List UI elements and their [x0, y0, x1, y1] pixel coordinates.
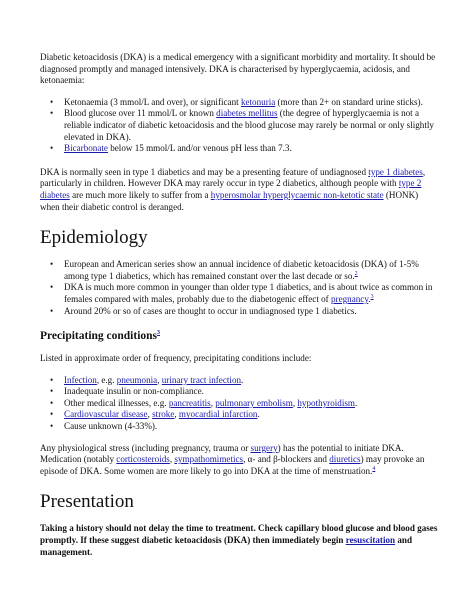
- reference-link[interactable]: 2: [354, 270, 358, 277]
- para-text: ) has the potential to initiate DKA. Medication (notably: [40, 442, 404, 465]
- para-text: DKA is normally seen in type 1 diabetics and may be a presenting feature of undiagnosed: [40, 166, 369, 177]
- list-item: [64, 386, 440, 398]
- type-1-diabetes-link[interactable]: type 1 diabetes: [368, 166, 423, 177]
- pregnancy-link[interactable]: pregnancy: [331, 293, 369, 304]
- bicarbonate-link[interactable]: Bicarbonate: [64, 143, 108, 154]
- sympathomimetics-link[interactable]: sympathomimetics: [174, 454, 244, 465]
- cardiovascular-disease-link[interactable]: Cardiovascular disease: [64, 409, 148, 420]
- item-text: below 15 mmol/L and/or venous pH less than 7.3.: [107, 143, 292, 154]
- item-text: Other medical illnesses, e.g.: [64, 397, 169, 408]
- list-item: [64, 375, 440, 387]
- stress-paragraph: [40, 443, 440, 478]
- item-text: Blood glucose over 11 mmol/L or known: [64, 108, 217, 119]
- para-text: Taking a history should not delay the time to treatment. Check capillary blood glucose and blood gases promptly. If these suggest diabetic ketoacidosis (DKA) then immediately begin: [40, 523, 438, 546]
- para-text: , α- and β-blockers and: [243, 454, 330, 465]
- reference-link[interactable]: 3: [370, 293, 374, 300]
- para-text: are much more likely to suffer from a: [69, 189, 211, 200]
- para-text: , particularly in children. However DKA may rarely occur in type 2 diabetics, although people with: [40, 166, 426, 189]
- stroke-link[interactable]: stroke: [152, 409, 175, 420]
- item-text: Ketonaemia (3 mmol/L and over), or significant: [64, 96, 241, 107]
- corticosteroids-link[interactable]: corticosteroids: [116, 454, 170, 465]
- infection-link[interactable]: Infection: [64, 374, 97, 385]
- diagnostic-criteria-list: [40, 97, 440, 155]
- list-item: [64, 421, 440, 433]
- item-text: .: [354, 397, 358, 408]
- list-item: [64, 259, 440, 282]
- hypothyroidism-link[interactable]: hypothyroidism: [297, 397, 355, 408]
- item-text: ,: [147, 409, 153, 420]
- uti-link[interactable]: urinary tract infection: [161, 374, 242, 385]
- list-item: [64, 97, 440, 109]
- item-text: .: [257, 409, 260, 420]
- item-text: DKA is much more common in younger than older type 1 diabetics, and is about twice as common in females compared with males, probably due to the diabetogenic effect of: [64, 282, 433, 304]
- para-text: ) may provoke an episode of DKA. Some women are more likely to go into DKA at the time of menstruation.: [40, 454, 425, 476]
- reference-link[interactable]: 4: [372, 465, 376, 472]
- intro-paragraph: Diabetic ketoacidosis (DKA) is a medical emergency with a significant morbidity and mortality. It should be diagnosed promptly and managed intensively. DKA is characterised by hyperglycaemia, acidosis, and ketonaemia:: [40, 52, 436, 86]
- list-item: [64, 108, 440, 143]
- para-text: ,: [169, 454, 175, 465]
- para-text: Any physiological stress (including pregnancy, trauma or: [40, 442, 251, 453]
- epidemiology-heading: Epidemiology: [40, 227, 148, 249]
- item-text: ,: [174, 409, 179, 420]
- heading-text: Precipitating conditions: [40, 330, 158, 343]
- para-text: and management.: [40, 535, 413, 557]
- item-text: ,: [292, 397, 298, 408]
- surgery-link[interactable]: surgery: [250, 442, 278, 453]
- item-text: .: [368, 293, 371, 304]
- pulmonary-embolism-link[interactable]: pulmonary embolism: [215, 397, 293, 408]
- myocardial-infarction-link[interactable]: myocardial infarction: [178, 409, 258, 420]
- item-text: .: [241, 374, 244, 385]
- item-text: , e.g.: [96, 374, 117, 385]
- epidemiology-list: [40, 259, 440, 317]
- list-item: [64, 282, 440, 305]
- list-item: [64, 306, 440, 318]
- item-text: ,: [157, 374, 162, 385]
- list-item: [64, 398, 440, 410]
- diuretics-link[interactable]: diuretics: [329, 454, 361, 465]
- type-2-diabetes-link[interactable]: type 2 diabetes: [40, 178, 422, 200]
- honk-link[interactable]: hyperosmolar hyperglycaemic non-ketotic state: [210, 189, 384, 200]
- item-text: (the degree of hyperglycaemia is not a reliable indicator of diabetic ketoacidosis and the blood glucose may rarely be normal or only slightly elevated in DKA).: [64, 108, 434, 142]
- item-text: Inadequate insulin or non-compliance.: [64, 386, 204, 397]
- ketonuria-link[interactable]: ketonuria: [240, 96, 276, 107]
- item-text: Cause unknown (4-33%).: [64, 421, 158, 432]
- reference-link[interactable]: 3: [157, 330, 161, 337]
- precipitating-list: [40, 375, 440, 433]
- diabetes-mellitus-link[interactable]: diabetes mellitus: [216, 108, 278, 119]
- list-item: [64, 409, 440, 421]
- resuscitation-link[interactable]: resuscitation: [345, 535, 396, 546]
- pneumonia-link[interactable]: pneumonia: [116, 374, 158, 385]
- item-text: Around 20% or so of cases are thought to occur in undiagnosed type 1 diabetics.: [64, 305, 357, 316]
- list-item: [64, 143, 440, 155]
- pancreatitis-link[interactable]: pancreatitis: [168, 397, 211, 408]
- item-text: European and American series show an annual incidence of diabetic ketoacidosis (DKA) of 1-5% among type 1 diabetics, which has remained constant over the last decade or so.: [64, 259, 419, 281]
- para-text: (HONK) when their diabetic control is deranged.: [40, 189, 419, 212]
- item-text: ,: [210, 397, 216, 408]
- type-paragraph: [40, 167, 440, 213]
- precipitating-intro: Listed in approximate order of frequency, precipitating conditions include:: [40, 353, 312, 364]
- document-page: [40, 52, 440, 558]
- precipitating-heading: [40, 329, 440, 343]
- presentation-heading: Presentation: [40, 491, 134, 513]
- item-text: (more than 2+ on standard urine sticks).: [275, 96, 423, 107]
- presentation-paragraph: [40, 523, 440, 558]
